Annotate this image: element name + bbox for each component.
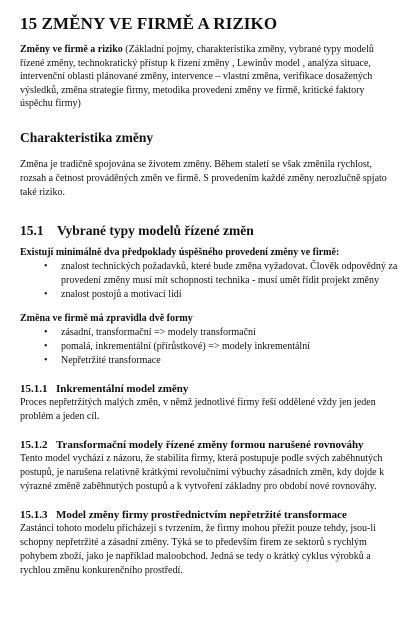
section-number: 15.1.2 (20, 438, 48, 451)
list-item (20, 340, 398, 354)
chapter-abstract (20, 43, 398, 111)
characteristics-paragraph: Změna je tradičně spojována se životem změny. Během staletí se však změnila rychlost, rozsah a četnost prováděných změn ve firmě. S provedením každé změny nerozlučně spjato také riziko. (20, 158, 387, 198)
continuous-transformation-paragraph: Zastánci tohoto modelu přicházejí s tvrzením, že firmy mohou přežít pouze tehdy, jsou-li schopny nepřetržité a zásadní změny. Týká se to především firem ze sektorů s rychlým pohybem zboží, jako je například maloobchod. Jedná se tedy o krátký cyklus výrobků a rychlou změnu konkurenčního prostředí. (20, 522, 376, 576)
list-item (20, 326, 398, 340)
list-item-text: znalost postojů a motivací lidí (61, 288, 182, 300)
section-title: Model změny firmy prostřednictvím nepřetržité transformace (56, 508, 347, 521)
list-item (20, 288, 398, 302)
list-item-text: znalost technických požadavků, které bude změna vyžadovat. Člověk odpovědný za provedení změny musí mít schopnosti technika - musí umět řídit projekt změny (61, 260, 398, 286)
abstract-bold-lead: Změny ve firmě a riziko (20, 44, 123, 55)
bullet-icon: • (44, 340, 48, 352)
list-item-text: zásadní, transformační => modely transformační (61, 326, 256, 338)
section-title: Transformační modely řízené změny formou narušené rovnováhy (56, 438, 364, 451)
section-title: Inkrementální model změny (56, 382, 189, 395)
section-15-1-heading (20, 223, 398, 239)
list-item-text: Nepřetržité transformace (61, 354, 161, 366)
abstract-text: (Základní pojmy, charakteristika změny, vybrané typy modelů řízené změny, technokratický přístup k řízení změny , Lewinův model , analýza situace, intervenční oblasti plánované změny, intervence – vlastní změna, verifikace dosažených výsledků, změna strategie firmy, metodika provedení změny ve firmě, kritické faktory úspěchu firmy) (20, 44, 374, 109)
bullet-icon: • (44, 260, 48, 272)
incremental-model-paragraph: Proces nepřetržitých malých změn, v němž jednotlivé firmy řeší oddělené vždy jen jeden problém a jeden cíl. (20, 396, 376, 422)
forms-list (20, 326, 398, 368)
prerequisites-lead: Existují minimálně dva předpoklady úspěšného provedení změny ve firmě: (20, 246, 340, 258)
list-item (20, 260, 398, 288)
section-number: 15.1.3 (20, 508, 48, 521)
chapter-title: 15 ZMĚNY VE FIRMĚ A RIZIKO (20, 14, 278, 33)
section-number: 15.1 (20, 222, 44, 238)
prerequisites-list (20, 260, 398, 302)
list-item-text: pomalá, inkrementální (přírůstkové) => modely inkrementální (61, 340, 310, 352)
section-number: 15.1.1 (20, 382, 48, 395)
bullet-icon: • (44, 326, 48, 338)
list-item (20, 354, 398, 368)
section-15-1-3-heading (20, 509, 398, 521)
transformation-model-paragraph: Tento model vychází z názoru, že stabilita firmy, která postupuje podle svých zaběhnutých postupů, je narušena relativně krátkými revolučními výbuchy zásadních změn, kdy dojde k výrazné změně zaběhnutých postupů a k vytvoření základny pro období nové rovnováhy. (20, 452, 385, 492)
section-title: Vybrané typy modelů řízené změn (57, 222, 254, 238)
bullet-icon: • (44, 354, 48, 366)
bullet-icon: • (44, 288, 48, 300)
section-15-1-1-heading (20, 383, 398, 395)
section-15-1-2-heading (20, 439, 398, 451)
characteristics-heading: Charakteristika změny (20, 129, 154, 145)
forms-lead: Změna ve firmě má zpravidla dvě formy (20, 312, 193, 324)
